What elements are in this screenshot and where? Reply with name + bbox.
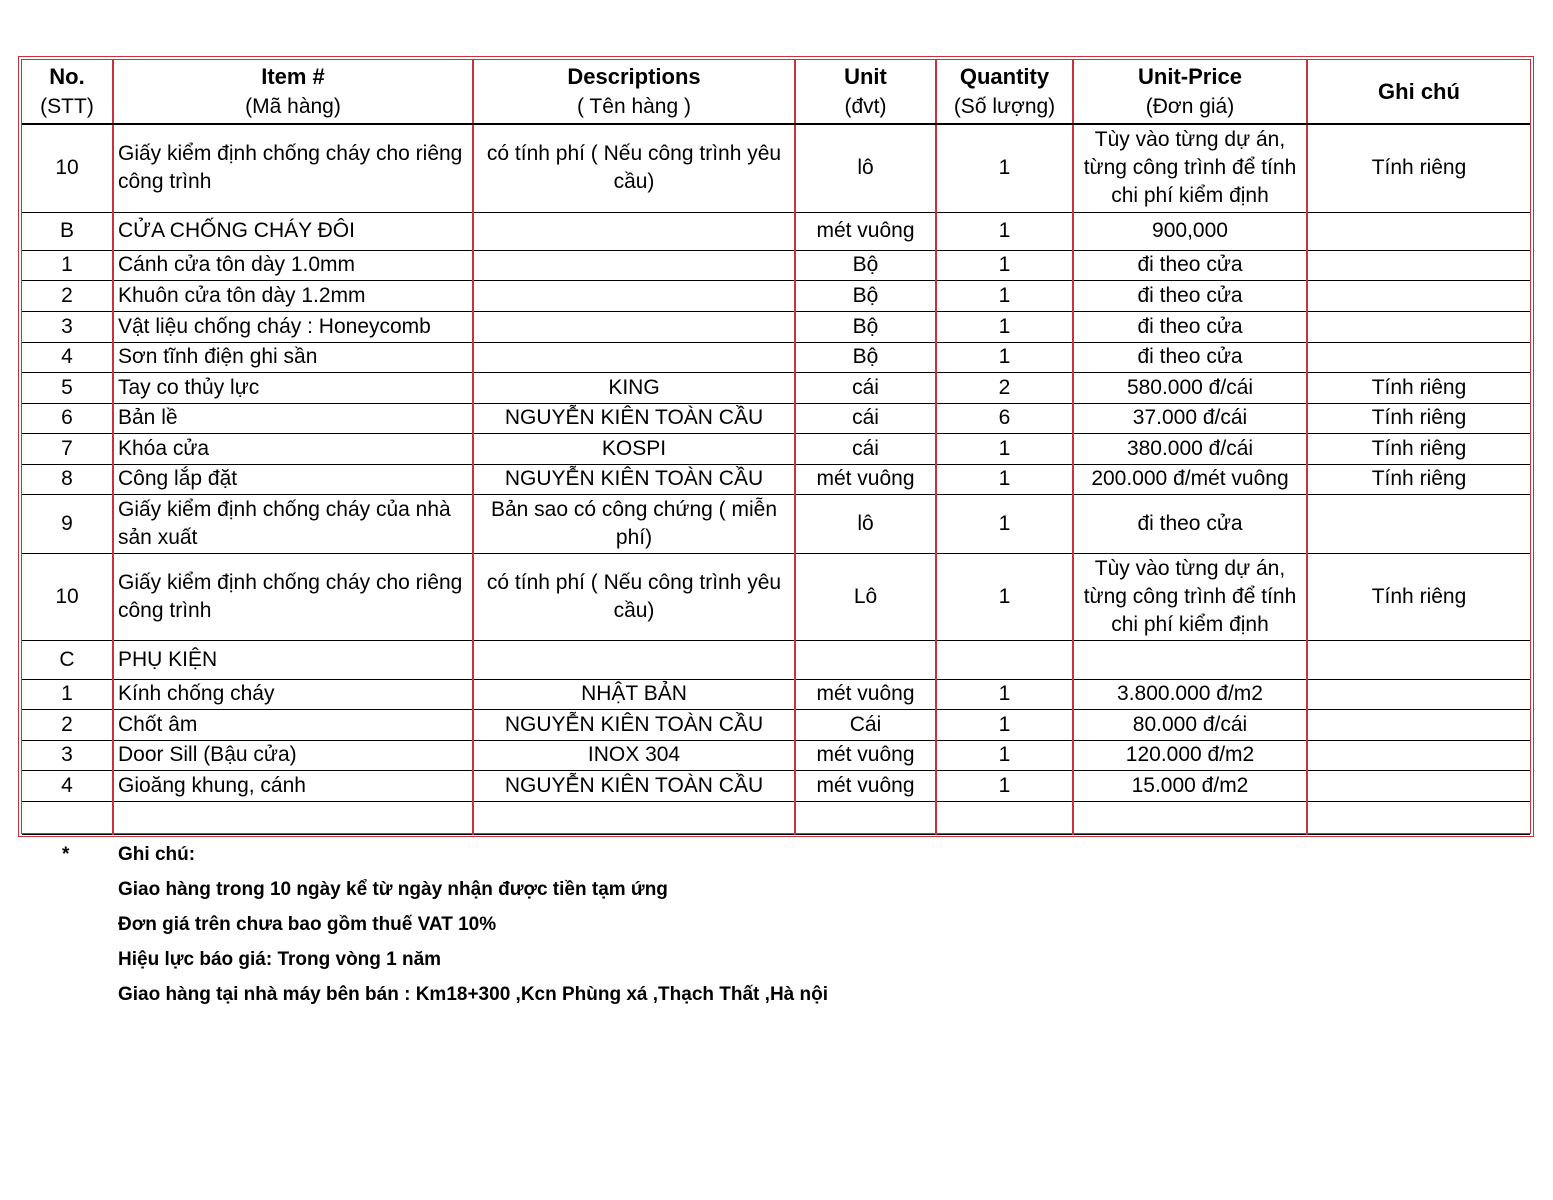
note-line-delivery: Giao hàng trong 10 ngày kể từ ngày nhận được tiền tạm ứng bbox=[118, 879, 668, 900]
table-row bbox=[22, 250, 1530, 280]
cell-unit: mét vuông bbox=[795, 770, 936, 801]
cell-unit-price: 15.000 đ/m2 bbox=[1073, 770, 1307, 801]
cell-no: 6 bbox=[22, 403, 113, 433]
cell-unit: mét vuông bbox=[795, 679, 936, 709]
cell-quantity: 1 bbox=[936, 280, 1073, 311]
cell-item: PHỤ KIỆN bbox=[113, 640, 473, 679]
cell-item: Chốt âm bbox=[113, 709, 473, 740]
cell-description: NHẬT BẢN bbox=[473, 679, 795, 709]
cell-note: Tính riêng bbox=[1307, 403, 1530, 433]
cell-unit: mét vuông bbox=[795, 464, 936, 494]
table-body bbox=[22, 124, 1530, 834]
cell-no: 10 bbox=[22, 124, 113, 212]
cell-description: NGUYỄN KIÊN TOÀN CẦU bbox=[473, 464, 795, 494]
cell-unit: cái bbox=[795, 403, 936, 433]
cell-unit: cái bbox=[795, 372, 936, 403]
cell-no: 3 bbox=[22, 311, 113, 342]
cell-unit: Lô bbox=[795, 553, 936, 640]
cell-unit-price: đi theo cửa bbox=[1073, 250, 1307, 280]
cell-no: 3 bbox=[22, 740, 113, 770]
cell-quantity: 1 bbox=[936, 740, 1073, 770]
cell-unit: Bộ bbox=[795, 311, 936, 342]
cell-description: có tính phí ( Nếu công trình yêu cầu) bbox=[473, 124, 795, 212]
cell-note bbox=[1307, 640, 1530, 679]
cell-description: KOSPI bbox=[473, 433, 795, 464]
cell-no: 9 bbox=[22, 494, 113, 553]
cell-no: B bbox=[22, 212, 113, 250]
note-line-location: Giao hàng tại nhà máy bên bán : Km18+300 ,Kcn Phùng xá ,Thạch Thất ,Hà nội bbox=[118, 984, 829, 1005]
table-row bbox=[22, 124, 1530, 212]
cell-item: Khuôn cửa tôn dày 1.2mm bbox=[113, 280, 473, 311]
cell-no: C bbox=[22, 640, 113, 679]
header-descriptions: Descriptions ( Tên hàng ) bbox=[473, 60, 795, 124]
table-row bbox=[22, 311, 1530, 342]
cell-unit-price: đi theo cửa bbox=[1073, 280, 1307, 311]
cell-description: NGUYỄN KIÊN TOÀN CẦU bbox=[473, 709, 795, 740]
cell-note bbox=[1307, 250, 1530, 280]
cell-item: Cánh cửa tôn dày 1.0mm bbox=[113, 250, 473, 280]
cell-unit: lô bbox=[795, 124, 936, 212]
cell-description bbox=[473, 311, 795, 342]
table-row bbox=[22, 464, 1530, 494]
cell-no: 2 bbox=[22, 709, 113, 740]
cell-description: có tính phí ( Nếu công trình yêu cầu) bbox=[473, 553, 795, 640]
cell-quantity: 1 bbox=[936, 770, 1073, 801]
cell-note bbox=[1307, 709, 1530, 740]
cell-note: Tính riêng bbox=[1307, 553, 1530, 640]
cell-note bbox=[1307, 679, 1530, 709]
cell-unit-price: 37.000 đ/cái bbox=[1073, 403, 1307, 433]
cell-unit-price: đi theo cửa bbox=[1073, 494, 1307, 553]
cell-unit-price: 380.000 đ/cái bbox=[1073, 433, 1307, 464]
cell-unit-price: đi theo cửa bbox=[1073, 311, 1307, 342]
header-quantity: Quantity (Số lượng) bbox=[936, 60, 1073, 124]
cell-note bbox=[1307, 801, 1530, 834]
cell-item: CỬA CHỐNG CHÁY ĐÔI bbox=[113, 212, 473, 250]
cell-note: Tính riêng bbox=[1307, 464, 1530, 494]
cell-item: Sơn tĩnh điện ghi sần bbox=[113, 342, 473, 372]
cell-no: 4 bbox=[22, 342, 113, 372]
note-line-validity: Hiệu lực báo giá: Trong vòng 1 năm bbox=[118, 949, 442, 970]
cell-description bbox=[473, 280, 795, 311]
cell-description: NGUYỄN KIÊN TOÀN CẦU bbox=[473, 770, 795, 801]
cell-no: 1 bbox=[22, 250, 113, 280]
cell-unit-price: 900,000 bbox=[1073, 212, 1307, 250]
cell-item: Giấy kiểm định chống cháy của nhà sản xuất bbox=[113, 494, 473, 553]
cell-description: Bản sao có công chứng ( miễn phí) bbox=[473, 494, 795, 553]
notes-title: Ghi chú: bbox=[118, 844, 196, 865]
header-unit: Unit (đvt) bbox=[795, 60, 936, 124]
cell-unit: Bộ bbox=[795, 250, 936, 280]
quotation-table bbox=[22, 60, 1530, 835]
table-row bbox=[22, 770, 1530, 801]
header-unit-price: Unit-Price (Đơn giá) bbox=[1073, 60, 1307, 124]
cell-item: Giấy kiểm định chống cháy cho riêng công trình bbox=[113, 553, 473, 640]
cell-quantity bbox=[936, 801, 1073, 834]
table-row bbox=[22, 679, 1530, 709]
cell-unit: mét vuông bbox=[795, 740, 936, 770]
table-row bbox=[22, 372, 1530, 403]
cell-note bbox=[1307, 342, 1530, 372]
cell-item: Kính chống cháy bbox=[113, 679, 473, 709]
cell-description bbox=[473, 801, 795, 834]
cell-item: Vật liệu chống cháy : Honeycomb bbox=[113, 311, 473, 342]
cell-unit: mét vuông bbox=[795, 212, 936, 250]
cell-note bbox=[1307, 494, 1530, 553]
cell-description bbox=[473, 212, 795, 250]
cell-unit: cái bbox=[795, 433, 936, 464]
cell-quantity: 1 bbox=[936, 464, 1073, 494]
cell-unit bbox=[795, 640, 936, 679]
cell-description: INOX 304 bbox=[473, 740, 795, 770]
cell-no: 8 bbox=[22, 464, 113, 494]
cell-no: 7 bbox=[22, 433, 113, 464]
cell-note bbox=[1307, 311, 1530, 342]
cell-quantity: 1 bbox=[936, 311, 1073, 342]
cell-unit-price: 580.000 đ/cái bbox=[1073, 372, 1307, 403]
cell-note: Tính riêng bbox=[1307, 433, 1530, 464]
cell-quantity: 1 bbox=[936, 250, 1073, 280]
note-asterisk: * bbox=[62, 844, 70, 865]
cell-quantity: 1 bbox=[936, 679, 1073, 709]
cell-unit: Bộ bbox=[795, 342, 936, 372]
cell-no bbox=[22, 801, 113, 834]
cell-unit-price: 200.000 đ/mét vuông bbox=[1073, 464, 1307, 494]
cell-quantity: 1 bbox=[936, 709, 1073, 740]
empty-row bbox=[22, 801, 1530, 834]
cell-quantity: 1 bbox=[936, 433, 1073, 464]
cell-unit: lô bbox=[795, 494, 936, 553]
header-item: Item # (Mã hàng) bbox=[113, 60, 473, 124]
cell-no: 1 bbox=[22, 679, 113, 709]
cell-quantity: 1 bbox=[936, 212, 1073, 250]
cell-note bbox=[1307, 770, 1530, 801]
table-row bbox=[22, 403, 1530, 433]
cell-item: Tay co thủy lực bbox=[113, 372, 473, 403]
cell-unit-price: Tùy vào từng dự án, từng công trình để tính chi phí kiểm định bbox=[1073, 124, 1307, 212]
table-row bbox=[22, 740, 1530, 770]
cell-item: Công lắp đặt bbox=[113, 464, 473, 494]
section-row bbox=[22, 212, 1530, 250]
cell-quantity: 1 bbox=[936, 553, 1073, 640]
header-row bbox=[22, 60, 1530, 124]
cell-unit-price: 80.000 đ/cái bbox=[1073, 709, 1307, 740]
cell-quantity: 6 bbox=[936, 403, 1073, 433]
cell-item: Khóa cửa bbox=[113, 433, 473, 464]
cell-unit-price: đi theo cửa bbox=[1073, 342, 1307, 372]
cell-note bbox=[1307, 212, 1530, 250]
cell-description: NGUYỄN KIÊN TOÀN CẦU bbox=[473, 403, 795, 433]
cell-unit: Bộ bbox=[795, 280, 936, 311]
table-row bbox=[22, 553, 1530, 640]
table-row bbox=[22, 494, 1530, 553]
cell-description bbox=[473, 250, 795, 280]
cell-unit-price bbox=[1073, 640, 1307, 679]
cell-unit bbox=[795, 801, 936, 834]
cell-no: 2 bbox=[22, 280, 113, 311]
cell-quantity: 1 bbox=[936, 494, 1073, 553]
cell-unit: Cái bbox=[795, 709, 936, 740]
cell-no: 5 bbox=[22, 372, 113, 403]
section-row bbox=[22, 640, 1530, 679]
cell-quantity bbox=[936, 640, 1073, 679]
table-row bbox=[22, 709, 1530, 740]
cell-quantity: 1 bbox=[936, 342, 1073, 372]
table-row bbox=[22, 342, 1530, 372]
header-no: No. (STT) bbox=[22, 60, 113, 124]
cell-quantity: 1 bbox=[936, 124, 1073, 212]
cell-unit-price: Tùy vào từng dự án, từng công trình để tính chi phí kiểm định bbox=[1073, 553, 1307, 640]
cell-no: 10 bbox=[22, 553, 113, 640]
cell-note bbox=[1307, 280, 1530, 311]
cell-item: Door Sill (Bậu cửa) bbox=[113, 740, 473, 770]
header-note: Ghi chú bbox=[1307, 60, 1530, 124]
cell-unit-price bbox=[1073, 801, 1307, 834]
cell-no: 4 bbox=[22, 770, 113, 801]
cell-note bbox=[1307, 740, 1530, 770]
cell-description: KING bbox=[473, 372, 795, 403]
cell-unit-price: 120.000 đ/m2 bbox=[1073, 740, 1307, 770]
cell-item: Gioăng khung, cánh bbox=[113, 770, 473, 801]
cell-quantity: 2 bbox=[936, 372, 1073, 403]
cell-unit-price: 3.800.000 đ/m2 bbox=[1073, 679, 1307, 709]
table-row bbox=[22, 280, 1530, 311]
cell-description bbox=[473, 640, 795, 679]
cell-item: Giấy kiểm định chống cháy cho riêng công trình bbox=[113, 124, 473, 212]
table-row bbox=[22, 433, 1530, 464]
cell-item: Bản lề bbox=[113, 403, 473, 433]
cell-note: Tính riêng bbox=[1307, 372, 1530, 403]
note-line-vat: Đơn giá trên chưa bao gồm thuế VAT 10% bbox=[118, 914, 497, 935]
cell-description bbox=[473, 342, 795, 372]
cell-item bbox=[113, 801, 473, 834]
cell-note: Tính riêng bbox=[1307, 124, 1530, 212]
